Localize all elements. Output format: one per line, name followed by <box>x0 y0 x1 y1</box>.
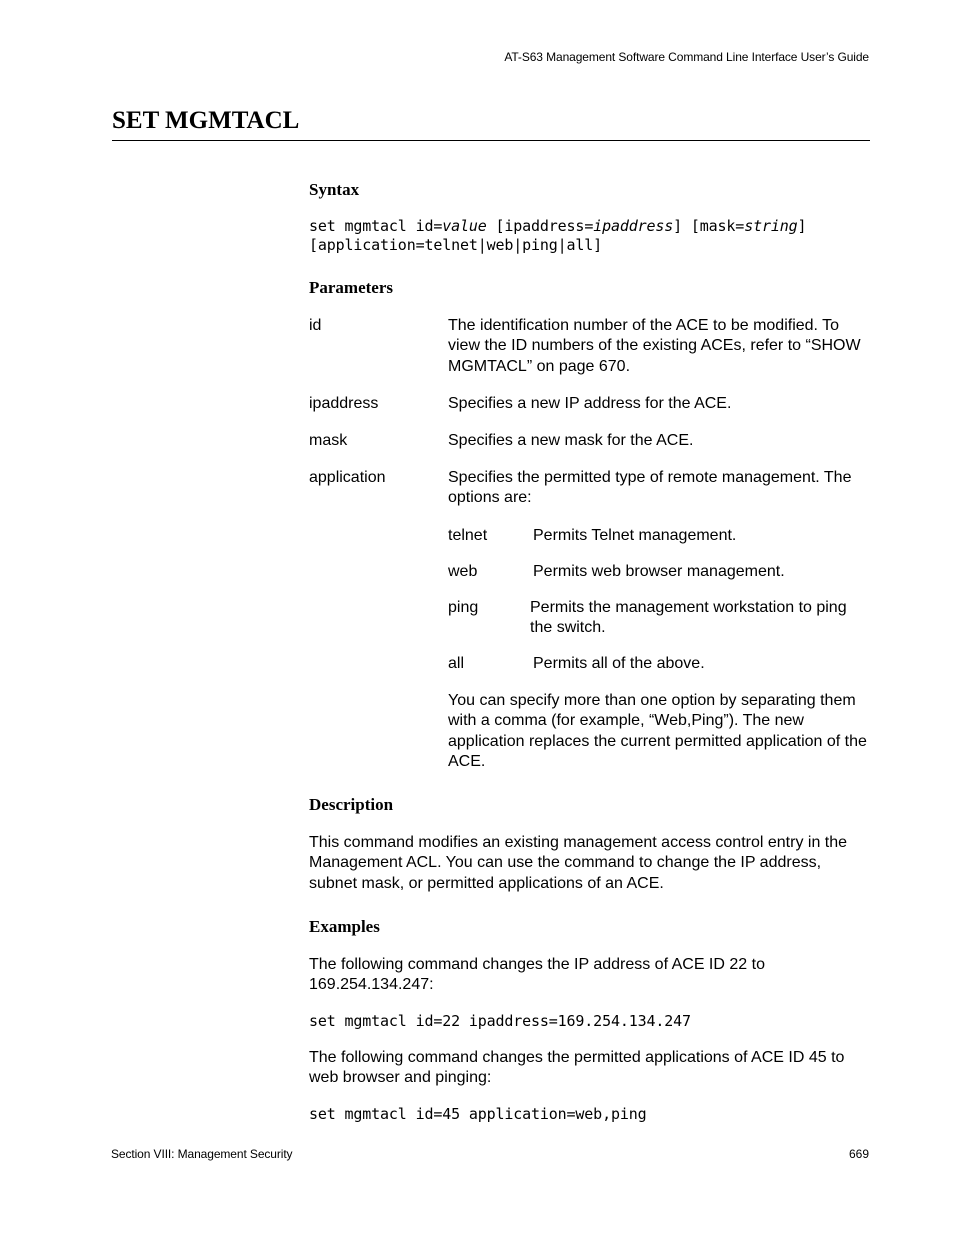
option-desc-telnet: Permits Telnet management. <box>533 527 737 544</box>
param-name-application: application <box>309 469 386 486</box>
example-intro-2: The following command changes the permitted applications of ACE ID 45 to web browser and pinging: <box>309 1049 845 1087</box>
param-name-mask: mask <box>309 432 348 449</box>
running-header: AT-S63 Management Software Command Line Interface User’s Guide <box>504 50 869 64</box>
param-desc-ipaddress: Specifies a new IP address for the ACE. <box>448 395 732 412</box>
syntax-line-2: [application=telnet|web|ping|all] <box>309 236 603 254</box>
option-desc-all: Permits all of the above. <box>533 655 705 672</box>
param-desc-mask: Specifies a new mask for the ACE. <box>448 432 694 449</box>
parameters-heading: Parameters <box>309 278 394 297</box>
examples-heading: Examples <box>309 917 380 936</box>
footer-section: Section VIII: Management Security <box>111 1147 293 1161</box>
description-heading: Description <box>309 795 394 814</box>
param-name-ipaddress: ipaddress <box>309 395 379 412</box>
syntax-heading: Syntax <box>309 180 360 199</box>
options-note: You can specify more than one option by separating them with a comma (for example, “Web,Ping”). The new application replaces the current permitted application of the ACE. <box>448 692 867 770</box>
syntax-line-1 <box>309 217 806 236</box>
syntax-placeholder: ipaddress <box>593 217 674 235</box>
description-text: This command modifies an existing management access control entry in the Management ACL. You can use the command to change the IP address, subnet mask, or permitted applications of an ACE. <box>309 834 848 892</box>
title-divider <box>112 140 870 141</box>
syntax-literal: ] [mask= <box>673 217 745 235</box>
syntax-placeholder: string <box>744 217 798 235</box>
option-name-ping: ping <box>448 599 479 616</box>
page-title: SET MGMTACL <box>112 107 300 134</box>
syntax-literal: ] <box>797 217 807 235</box>
option-name-all: all <box>448 655 465 672</box>
option-desc-web: Permits web browser management. <box>533 563 785 580</box>
page-number: 669 <box>848 1147 869 1161</box>
syntax-literal: [ipaddress= <box>486 217 594 235</box>
syntax-literal: set mgmtacl id= <box>309 217 443 235</box>
option-name-telnet: telnet <box>448 527 488 544</box>
syntax-placeholder: value <box>442 217 487 235</box>
example-intro-1: The following command changes the IP address of ACE ID 22 to 169.254.134.247: <box>309 956 765 994</box>
param-name-id: id <box>309 317 322 334</box>
option-name-web: web <box>448 563 478 580</box>
example-code-2: set mgmtacl id=45 application=web,ping <box>309 1105 647 1123</box>
param-desc-application: Specifies the permitted type of remote management. The options are: <box>448 469 852 507</box>
option-desc-ping: Permits the management workstation to ping the switch. <box>530 599 847 637</box>
example-code-1: set mgmtacl id=22 ipaddress=169.254.134.247 <box>309 1012 691 1030</box>
param-desc-id: The identification number of the ACE to be modified. To view the ID numbers of the existing ACEs, refer to “SHOW MGMTACL” on page 670. <box>448 317 861 375</box>
